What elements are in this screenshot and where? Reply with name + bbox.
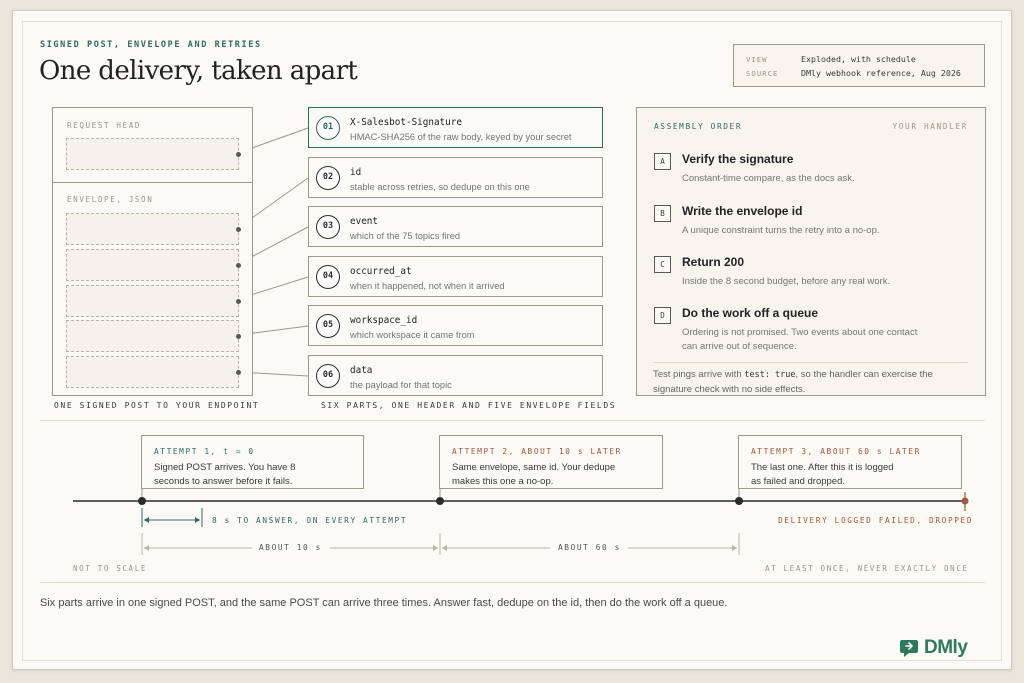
field-number: 01 bbox=[316, 116, 340, 140]
slot-dot bbox=[236, 370, 241, 375]
field-name: occurred_at bbox=[350, 266, 412, 277]
field-desc: which of the 75 topics fired bbox=[350, 231, 461, 241]
gap1-label: ABOUT 10 s bbox=[259, 543, 322, 552]
field-desc: the payload for that topic bbox=[350, 380, 452, 390]
field-desc: HMAC-SHA256 of the raw body, keyed by your secret bbox=[350, 132, 572, 142]
guarantee-label: AT LEAST ONCE, NEVER EXACTLY ONCE bbox=[765, 564, 969, 573]
slot-dot bbox=[236, 299, 241, 304]
stack-divider bbox=[53, 182, 252, 183]
slot-event bbox=[66, 249, 239, 281]
note-code: test: true bbox=[744, 370, 796, 380]
step-letter: B bbox=[654, 205, 671, 222]
eyebrow: SIGNED POST, ENVELOPE AND RETRIES bbox=[40, 40, 262, 50]
slot-id bbox=[66, 213, 239, 245]
field-id bbox=[308, 157, 603, 198]
meta-view-label: VIEW bbox=[746, 55, 768, 64]
dmly-logo-icon bbox=[899, 637, 921, 659]
meta-view-value: Exploded, with schedule bbox=[801, 54, 916, 64]
field-desc: when it happened, not when it arrived bbox=[350, 281, 505, 291]
slot-dot bbox=[236, 152, 241, 157]
not-to-scale: NOT TO SCALE bbox=[73, 564, 148, 573]
field-name: data bbox=[350, 365, 373, 376]
assembly-note-rule bbox=[653, 362, 968, 363]
request-head-label: REQUEST HEAD bbox=[67, 121, 142, 130]
assembly-aside: YOUR HANDLER bbox=[892, 122, 968, 131]
field-number: 03 bbox=[316, 215, 340, 239]
field-desc: stable across retries, so dedupe on this one bbox=[350, 182, 530, 192]
slot-workspace-id bbox=[66, 320, 239, 352]
step-title: Verify the signature bbox=[682, 152, 794, 166]
failed-label: DELIVERY LOGGED FAILED, DROPPED bbox=[778, 516, 974, 525]
field-name: event bbox=[350, 216, 378, 227]
step-letter: C bbox=[654, 256, 671, 273]
logo-wordmark: DMly bbox=[924, 637, 968, 658]
field-workspace-id bbox=[308, 305, 603, 346]
attempt-heading: ATTEMPT 1, t = 0 bbox=[154, 447, 255, 456]
attempt-desc bbox=[452, 461, 615, 488]
meta-source-value: DMly webhook reference, Aug 2026 bbox=[801, 68, 961, 78]
meta-source-row bbox=[746, 68, 961, 78]
field-desc: which workspace it came from bbox=[350, 330, 475, 340]
step-letter: D bbox=[654, 307, 671, 324]
step-desc: A unique constraint turns the retry into a no-op. bbox=[682, 225, 880, 236]
footer-summary: Six parts arrive in one signed POST, and the same POST can arrive three times. Answer fast, dedupe on the id, then do the work off a queue. bbox=[40, 597, 728, 609]
attempt-desc-line: The last one. After this it is logged bbox=[751, 462, 894, 473]
field-data bbox=[308, 355, 603, 396]
attempt-desc-line: as failed and dropped. bbox=[751, 475, 846, 487]
step-desc: Constant-time compare, as the docs ask. bbox=[682, 173, 855, 184]
field-name: X-Salesbot-Signature bbox=[350, 117, 462, 128]
attempt-desc-line: seconds to answer before it fails. bbox=[154, 475, 293, 487]
request-stack bbox=[52, 107, 253, 396]
step-title: Do the work off a queue bbox=[682, 306, 819, 320]
attempt-desc bbox=[154, 461, 295, 488]
note-before: Test pings arrive with bbox=[653, 369, 745, 380]
gap2-label: ABOUT 60 s bbox=[558, 543, 621, 552]
envelope-label: ENVELOPE, JSON bbox=[67, 195, 154, 204]
field-name: id bbox=[350, 167, 362, 178]
assembly-heading: ASSEMBLY ORDER bbox=[654, 122, 743, 131]
attempt-desc-line: Signed POST arrives. You have 8 bbox=[154, 462, 296, 473]
slot-data bbox=[66, 356, 239, 388]
attempt-heading: ATTEMPT 2, ABOUT 10 s LATER bbox=[452, 447, 622, 456]
assembly-panel bbox=[636, 107, 986, 396]
attempt-heading: ATTEMPT 3, ABOUT 60 s LATER bbox=[751, 447, 921, 456]
attempt-3-box bbox=[738, 435, 962, 489]
slot-dot bbox=[236, 227, 241, 232]
slot-dot bbox=[236, 263, 241, 268]
answer-window-label: 8 s TO ANSWER, ON EVERY ATTEMPT bbox=[212, 516, 408, 525]
field-name: workspace_id bbox=[350, 315, 418, 326]
footer-rule bbox=[40, 582, 985, 583]
slot-signature bbox=[66, 138, 239, 170]
field-number: 06 bbox=[316, 364, 340, 388]
attempt-2-box bbox=[439, 435, 663, 489]
assembly-note bbox=[653, 368, 953, 396]
step-title: Write the envelope id bbox=[682, 204, 803, 218]
attempt-desc bbox=[751, 461, 894, 488]
field-number: 05 bbox=[316, 314, 340, 338]
slot-occurred-at bbox=[66, 285, 239, 317]
step-desc: Inside the 8 second budget, before any real work. bbox=[682, 276, 891, 287]
stack-caption: ONE SIGNED POST TO YOUR ENDPOINT bbox=[54, 401, 260, 410]
meta-view-row bbox=[746, 54, 916, 64]
page-title: One delivery, taken apart bbox=[39, 56, 358, 86]
attempt-1-box bbox=[141, 435, 364, 489]
note-after: , so the handler can exercise the signature check with no side effects. bbox=[653, 369, 933, 395]
field-number: 02 bbox=[316, 166, 340, 190]
step-desc: Ordering is not promised. Two events about one contact can arrive out of sequence. bbox=[682, 327, 918, 352]
field-number: 04 bbox=[316, 265, 340, 289]
meta-box bbox=[733, 44, 985, 87]
fields-caption: SIX PARTS, ONE HEADER AND FIVE ENVELOPE FIELDS bbox=[321, 401, 617, 410]
section-rule bbox=[40, 420, 985, 421]
field-signature bbox=[308, 107, 603, 148]
field-occurred-at bbox=[308, 256, 603, 297]
step-letter: A bbox=[654, 153, 671, 170]
attempt-desc-line: Same envelope, same id. Your dedupe bbox=[452, 462, 616, 473]
attempt-desc-line: makes this one a no-op. bbox=[452, 475, 554, 487]
meta-source-label: SOURCE bbox=[746, 69, 779, 78]
slot-dot bbox=[236, 334, 241, 339]
step-title: Return 200 bbox=[682, 255, 745, 269]
field-event bbox=[308, 206, 603, 247]
